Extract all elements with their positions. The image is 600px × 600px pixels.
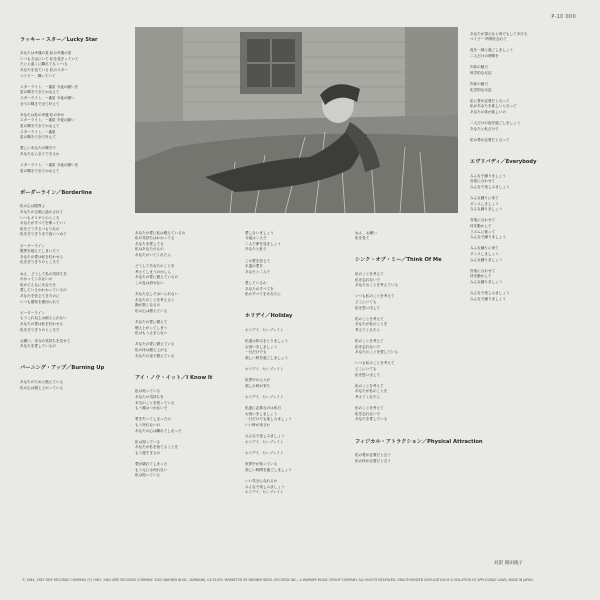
song-title: バーニング・アップ／Burning Up	[20, 365, 105, 372]
song-lyrics: あなたの愛に私は燃えているの 私の気持ちはわかってる あなたを愛してる 私はあなたのもの あなたがいてくれたら どうしてあなたのことを 考えてしまうのかしら あなたの愛に燃えているの この炎は消せない あなたなしではいられない あなたのことを考えると 胸が熱くなるの 私の心は燃えている あなたの愛に燃えて 燃え上がってしまう 私はもう止まらない あなたの愛に燃えている 私の体は燃え上がる あなたの炎で燃えている	[135, 230, 186, 358]
song-title: ホリデイ／Holiday	[245, 313, 293, 320]
song-lyrics: 私の愛が必要だと言う 私の体が必要だと言う	[355, 453, 391, 463]
lyrics-column-3	[245, 225, 345, 570]
song-title: ボーダーライン／Borderline	[20, 189, 92, 196]
song-lyrics: ホリデイ、セレブレイト 私達は休みをとりましょう お祝いをしましょう 一日だけでも 楽しい時を過ごしましょう ホリデイ、セレブレイト 世界中の人々が 楽しむ時が来た ホリデイ、セレブレイト 私達に必要なのは休日 お祝いをしましょう 一日だけでも楽しみましょう いい時が来るわ みんなで楽しみましょう ホリデイ、セレブレイト ホリデイ、セレブレイト 世界中が待っている 楽しい時間を過ごしましょう いい気分になれるわ みんなで楽しみましょう ホリデイ、セレブレイト	[245, 327, 292, 495]
copyright-footer: © 1984, 1983 SIRE RECORDS COMPANY. (P) 1983, 1984 SIRE RECORDS COMPANY. 3300 WARNER BLVD., BURBANK, CA 91505. MARKETED BY WARNER BROS. RECORDS INC., A WARNER MUSIC GROUP COMPANY. ALL RIGHTS RESERVED. UNAUTHORIZED DUPLICATION IS A VIOLATION OF APPLICABLE LAWS. MADE IN JAPAN.	[22, 578, 534, 582]
song-lyrics: あなたのために燃えている 私の心は燃え上がっている	[20, 380, 64, 390]
song-title: アイ・ノウ・イット／I Know It	[135, 374, 213, 381]
song-lyrics: みんなで踊りましょう 音楽に合わせて みんなで楽しみましょう みんな踊りに来て ダンスしましょう みんな踊りましょう 音楽に合わせて 体を動かして リズムに乗って みんなで踊りましょう みんな踊りに来て ダンスしましょう みんな踊りましょう 音楽に合わせて 体を動かして みんな踊りましょう みんなで楽しみましょう みんなで踊りましょう	[470, 173, 510, 301]
song-title: フィジカル・アトラクション／Physical Attraction	[355, 438, 483, 445]
song-title: エヴリバディ／Everybody	[470, 159, 537, 166]
song-title: ラッキー・スター／Lucky Star	[20, 36, 98, 43]
catalog-code: P-10 000	[551, 14, 576, 20]
song-title: シンク・オブ・ミー／Think Of Me	[355, 257, 442, 264]
song-lyrics: あなたは幸運の星 私の幸運の星 いつもそばにいて 私を見守っていて たとえ遠くに離れても いつも あなたを見ている 私のスター ベイビー、輝いていて スターライト、一番星 今夜の願いを 星の輝きで全てかなえて スターライト、一番星 今夜の願い 全ての輝きで全て叶えて あなたは私の幸運 私の幸せ スターライト、一番星 今夜の願い 星の輝きで全てかなえて スターライト、一番星 星の輝きで全て叶えて 愛しいあなたの輝きで あなたなら全てできるわ スターライト、一番星 今夜の願いを 星の輝きで全てかなえて	[20, 51, 79, 173]
song-lyrics: 私は知っている あなたの気持ちを 本当のことを知っている もう嘘はつかないで 愛を失ってしまったの もう戻れないの あなたの心は離れてしまった 私は知っている あなたが私を捨てることを もう遅すぎるの 愛が壊れてしまった もう元には戻れない 私は知っている	[135, 389, 182, 478]
photo-illustration	[135, 27, 458, 213]
lyrics-column-2	[135, 225, 235, 570]
translator-credit: 対訳 岡田俊子	[494, 561, 524, 566]
song-lyrics: 私の心は限界よ あなたの言葉に惑わされて いつもギリギリのところ あなたがすべてを奪っていく 私をどうするつもりなの 私をぎりぎりまで追いつめて ボーダーライン 限界を超えてしまいそう あなたの愛は私を狂わせる 私をぎりぎりのところで ねえ、どうして私の気持ちを わかってくれないの 私がどんなにあなたを 愛しているかわかっているの あなたを信じてきたのに いつも期待を裏切られて ボーダーライン もうこれ以上は耐えられない あなたの愛は私を狂わせる 私をぎりぎりのところで お願い、本当の気持ちを見せて あなたを愛しているの	[20, 204, 71, 349]
song-lyrics: 私のことを考えて 私を忘れないで あなたのことを考えている いつも私のことを考えて どこにいても 私を思い出して 私のことを考えて あなたが私のことを 考えてくれたら 私のことを考えて 私を忘れないで あなたのことを愛している いつも私のことを考えて どこにいても 私を思い出して 私のことを考えて あなたが私のことを 考えてくれたら 私のことを考えて 私を忘れないで あなたを愛している	[355, 271, 399, 422]
lyrics-column-1	[20, 26, 124, 571]
song-lyrics: 愛し合いましょう 今夜は二人で 二人で夢を見ましょう あなたと私で この愛を信じて 永遠の愛を あなたと二人で 愛しているわ あなたのすべてを 私のすべてをあなたに	[245, 230, 281, 297]
cover-photo	[135, 27, 458, 213]
song-lyrics: ねえ、お願い 私を見て	[355, 230, 377, 241]
song-lyrics: あなたが望むなら何でもしてあげる ベイビー 時間を忘れて 夜を一緒に過ごしましょう 二人だけの時間を 肉体の魅力 科学的な反応 肉体の魅力 化学的な反応 私に愛が必要だと言って 私があなたを欲しいと言って あなたの体が欲しいの 二人だけの夜を過ごしましょう あなたと私だけで 私の愛が必要だと言って	[470, 31, 528, 142]
lyrics-column-4	[355, 225, 483, 570]
lyrics-column-5	[470, 26, 580, 556]
